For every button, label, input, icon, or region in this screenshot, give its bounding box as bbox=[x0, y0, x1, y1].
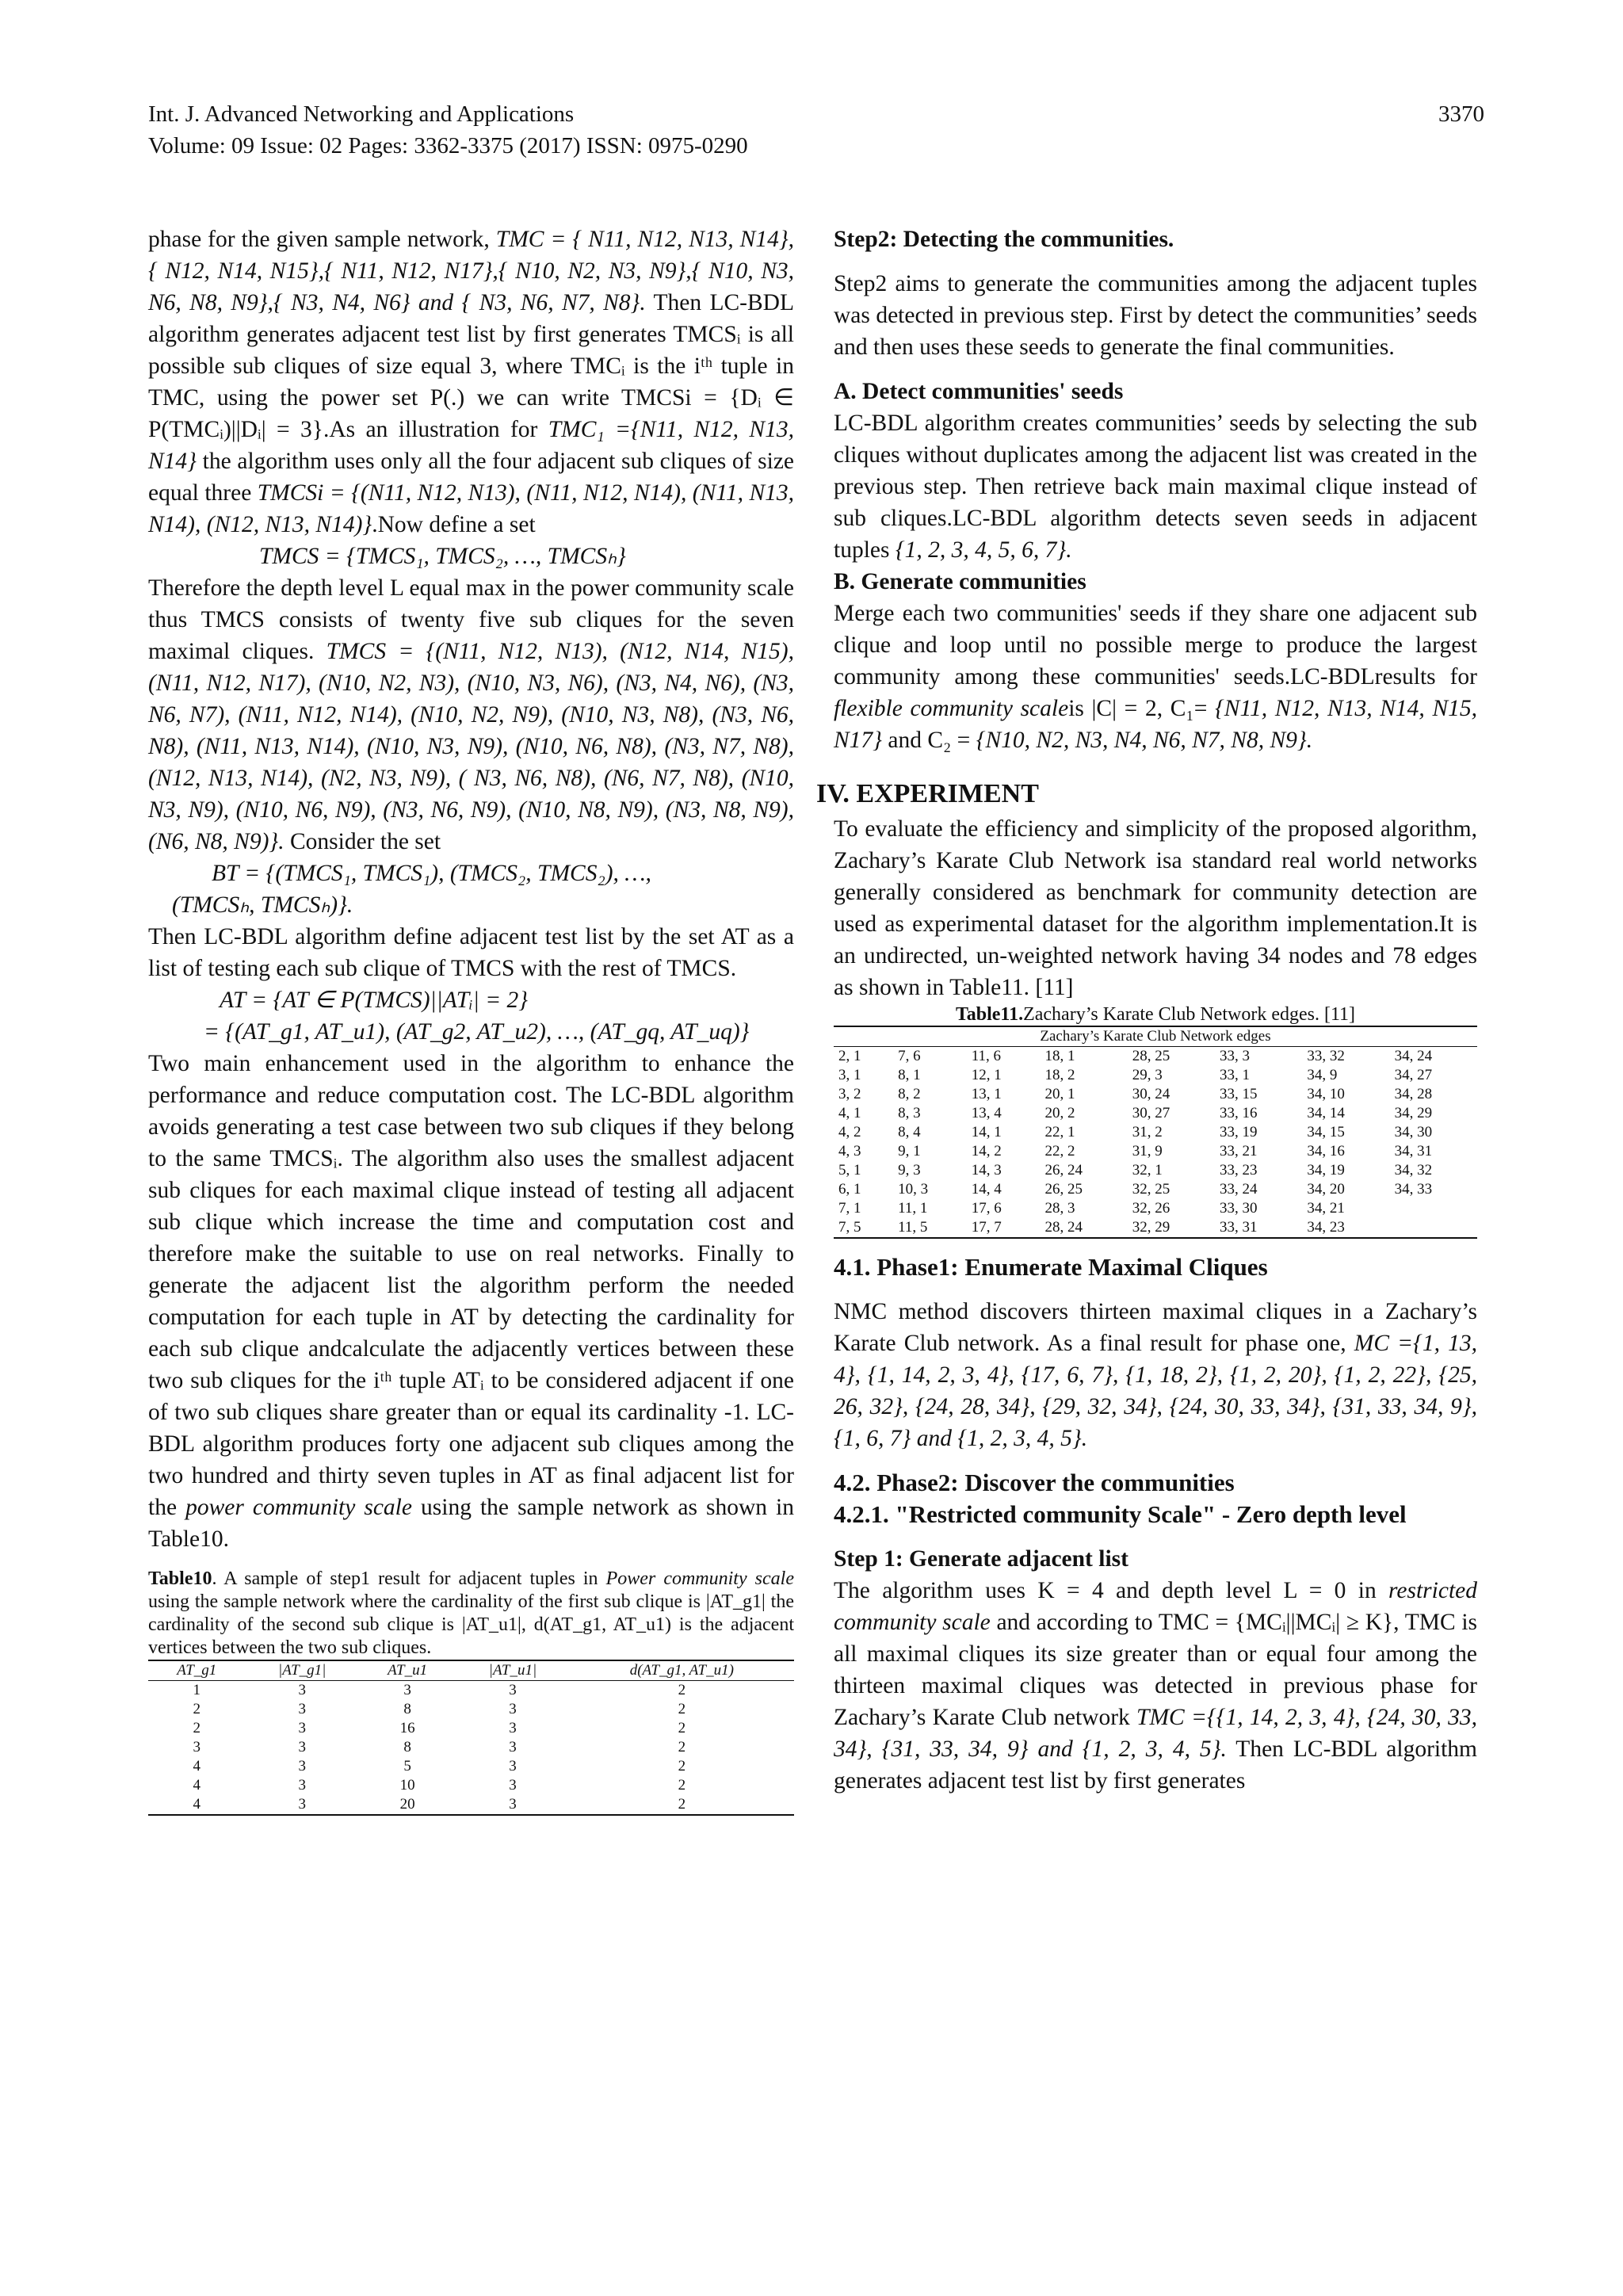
text-span: The algorithm uses K = 4 and depth level L = 0 in bbox=[834, 1578, 1389, 1603]
table-cell: 30, 24 bbox=[1132, 1086, 1170, 1102]
text-span: Power community scale bbox=[605, 1568, 794, 1589]
text-span: and according to TMC = {MCᵢ||MCᵢ| ≥ K}, TMC is all maximal cliques its size greater than or equal four among the thirteen maximal cliques was detected in previous phase for Zachary’s Karate Club network bbox=[834, 1610, 1477, 1730]
table-cell: 4 bbox=[193, 1758, 201, 1775]
table-cell: 34, 19 bbox=[1307, 1162, 1345, 1179]
table-cell: 34, 33 bbox=[1394, 1181, 1433, 1198]
table-row bbox=[148, 1700, 794, 1719]
table-row bbox=[834, 1123, 1477, 1142]
table-cell: 11, 6 bbox=[971, 1048, 1002, 1064]
table-cell: 28, 25 bbox=[1132, 1048, 1170, 1064]
mc-set: MC ={1, 13, 4}, {1, 14, 2, 3, 4}, {17, 6, 7}, {1, 18, 2}, {1, 2, 20}, {1, 2, 22}, {25, 26, 32}, {24, 28, 34}, {29, 32, 34}, {24, 30, 33, 34}, {31, 33, 34, 9}, {1, 6, 7} and {1, 2, 3, 4, 5}. bbox=[834, 1331, 1477, 1451]
subsection-a-heading: A. Detect communities' seeds bbox=[834, 379, 1124, 404]
table-cell: 2, 1 bbox=[838, 1048, 861, 1064]
table-row bbox=[834, 1218, 1477, 1238]
table-cell: 28, 24 bbox=[1044, 1219, 1083, 1236]
table-cell: 34, 15 bbox=[1307, 1124, 1345, 1140]
table-cell: 4 bbox=[193, 1777, 201, 1794]
tmc-set: TMC = { N11, N12, N13, N14},{ N12, N14, N15},{ N11, N12, N17},{ N10, N2, N3, N9},{ N10, N3, N6, N8, N9},{ N3, N4, N6} and { N3, N6, N7, N8}. bbox=[148, 227, 794, 315]
table-cell: 8, 4 bbox=[898, 1124, 921, 1140]
table-cell: 28, 3 bbox=[1044, 1200, 1075, 1217]
table-cell: 8, 1 bbox=[898, 1067, 921, 1083]
table-cell: 4 bbox=[193, 1796, 201, 1813]
tmc-karate-set: TMC ={{1, 14, 2, 3, 4}, {24, 30, 33, 34}, {31, 33, 34, 9} and {1, 2, 3, 4, 5}. bbox=[834, 1705, 1477, 1762]
table-cell: 14, 3 bbox=[971, 1162, 1002, 1179]
table-cell: 34, 14 bbox=[1307, 1105, 1345, 1121]
table-cell: 34, 27 bbox=[1394, 1067, 1433, 1083]
table-cell: 31, 2 bbox=[1132, 1124, 1163, 1140]
table-row bbox=[148, 1719, 794, 1738]
table-cell: 10 bbox=[399, 1777, 415, 1794]
table-row bbox=[834, 1199, 1477, 1218]
table-cell: 3 bbox=[298, 1739, 306, 1755]
table-cell: 17, 7 bbox=[971, 1219, 1002, 1236]
text-span: LC-BDL algorithm creates communities’ seeds by selecting the sub cliques without duplicates among the adjacent list was created in the previous step. Then retrieve back main maximal clique instead of sub cliques.LC-BDL algorithm detects seven seeds in adjacent tuples bbox=[834, 411, 1477, 563]
table-row bbox=[834, 1142, 1477, 1161]
table-row bbox=[834, 1066, 1477, 1085]
table-cell: 33, 32 bbox=[1307, 1048, 1345, 1064]
table-cell: 18, 2 bbox=[1044, 1067, 1075, 1083]
text-span: Therefore the depth level L equal max in the power community scale thus TMCS consists of twenty five sub cliques for the seven maximal cliques. bbox=[148, 575, 794, 664]
table-cell: 9, 1 bbox=[898, 1143, 921, 1159]
text-span: . A sample of step1 result for adjacent tuples in bbox=[212, 1568, 606, 1589]
table-cell: 34, 30 bbox=[1394, 1124, 1433, 1140]
table-cell: 3 bbox=[509, 1758, 517, 1775]
table-cell: 17, 6 bbox=[971, 1200, 1002, 1217]
table-cell: 7, 6 bbox=[898, 1048, 921, 1064]
table11-header: Zachary’s Karate Club Network edges bbox=[1040, 1028, 1271, 1045]
table-row bbox=[834, 1104, 1477, 1123]
table-cell bbox=[1390, 1199, 1477, 1218]
table-row bbox=[834, 1085, 1477, 1104]
table-cell: 32, 1 bbox=[1132, 1162, 1163, 1179]
table-cell: 3 bbox=[509, 1701, 517, 1717]
table-cell: 14, 1 bbox=[971, 1124, 1002, 1140]
experiment-paragraph: To evaluate the efficiency and simplicity of the proposed algorithm, Zachary’s Karate Club Network isa standard real world networks generally considered as benchmark for community detection are used as experimental dataset for the algorithm implementation.It is an undirected, un-weighted network having 34 nodes and 78 edges as shown in Table11. [11] bbox=[834, 816, 1477, 1000]
subsection-4-1-paragraph bbox=[834, 1296, 1477, 1454]
subsection-b-paragraph bbox=[834, 598, 1477, 756]
table-cell: 3 bbox=[509, 1720, 517, 1736]
table-cell bbox=[1390, 1218, 1477, 1238]
step1-heading: Step 1: Generate adjacent list bbox=[834, 1546, 1128, 1572]
table-cell: 34, 32 bbox=[1394, 1162, 1433, 1179]
paragraph-tmc bbox=[148, 223, 794, 541]
table-cell: 29, 3 bbox=[1132, 1067, 1163, 1083]
section-heading-experiment: IV. EXPERIMENT bbox=[816, 779, 1039, 808]
subsection-b-heading: B. Generate communities bbox=[834, 569, 1086, 594]
table10-label: Table10 bbox=[148, 1568, 212, 1589]
table-cell: 34, 16 bbox=[1307, 1143, 1345, 1159]
table-cell: 8, 2 bbox=[898, 1086, 921, 1102]
subsection-a-paragraph bbox=[834, 407, 1477, 566]
left-column bbox=[148, 223, 794, 1816]
table-cell: 16 bbox=[399, 1720, 415, 1736]
table-cell: 8 bbox=[403, 1701, 411, 1717]
text-span: NMC method discovers thirteen maximal cliques in a Zachary’s Karate Club network. As a final result for phase one, bbox=[834, 1299, 1477, 1356]
tmcs-list: TMCS = {(N11, N12, N13), (N12, N14, N15), (N11, N12, N17), (N10, N2, N3), (N10, N3, N6), (N3, N4, N6), (N3, N6, N7), (N11, N12, N14), (N10, N2, N9), (N10, N3, N8), (N3, N6, N8), (N11, N13, N14), (N10, N3, N9), (N10, N6, N8), (N3, N7, N8), (N12, N13, N14), (N2, N3, N9), ( N3, N6, N8), (N6, N7, N8), (N10, N3, N9), (N10, N6, N9), (N3, N6, N9), (N10, N8, N9), (N3, N8, N9), (N6, N8, N9)}. bbox=[148, 639, 794, 854]
text-span: flexible community scale bbox=[834, 696, 1069, 721]
table-row bbox=[148, 1795, 794, 1815]
table-cell: 33, 21 bbox=[1220, 1143, 1258, 1159]
paragraph-depth-level bbox=[148, 572, 794, 858]
table-cell: 34, 28 bbox=[1394, 1086, 1433, 1102]
table-cell: 3 bbox=[298, 1682, 306, 1698]
table-cell: 18, 1 bbox=[1044, 1048, 1075, 1064]
table-cell: 32, 25 bbox=[1132, 1181, 1170, 1198]
table10-caption bbox=[148, 1568, 794, 1660]
subsection-4-2-1-heading: 4.2.1. "Restricted community Scale" - Zero depth level bbox=[834, 1500, 1407, 1528]
table-cell: 3 bbox=[298, 1796, 306, 1813]
table-cell: 3 bbox=[298, 1758, 306, 1775]
table-cell: 2 bbox=[193, 1701, 201, 1717]
table-cell: 10, 3 bbox=[898, 1181, 929, 1198]
volume-info: Volume: 09 Issue: 02 Pages: 3362-3375 (2017) ISSN: 0975-0290 bbox=[148, 133, 748, 159]
table10-header: AT_g1 bbox=[177, 1662, 217, 1679]
table-row bbox=[148, 1776, 794, 1795]
table-cell: 2 bbox=[678, 1758, 686, 1775]
table-cell: 1 bbox=[193, 1682, 201, 1698]
table-cell: 4, 2 bbox=[838, 1124, 861, 1140]
table10-header: |AT_u1| bbox=[488, 1662, 537, 1679]
table-cell: 34, 31 bbox=[1394, 1143, 1433, 1159]
table-cell: 30, 27 bbox=[1132, 1105, 1170, 1121]
table-cell: 32, 29 bbox=[1132, 1219, 1170, 1236]
equation-bt-line2: (TMCSₕ, TMCSₕ)}. bbox=[172, 892, 353, 918]
table-cell: 3 bbox=[298, 1701, 306, 1717]
table-cell: 34, 9 bbox=[1307, 1067, 1338, 1083]
table-cell: 3 bbox=[298, 1720, 306, 1736]
table-row bbox=[148, 1738, 794, 1757]
step2-paragraph: Step2 aims to generate the communities among the adjacent tuples was detected in previous step. First by detect the communities’ seeds and then uses these seeds to generate the final communities. bbox=[834, 271, 1477, 360]
table-cell: 11, 1 bbox=[898, 1200, 928, 1217]
table-cell: 34, 20 bbox=[1307, 1181, 1345, 1198]
table11-caption bbox=[834, 1003, 1477, 1026]
equation-at-line1: AT = {AT ∈ P(TMCS)||ATᵢ| = 2} bbox=[220, 988, 529, 1013]
table-cell: 5 bbox=[403, 1758, 411, 1775]
table11-header-row bbox=[834, 1026, 1477, 1047]
page-number: 3370 bbox=[1438, 101, 1484, 127]
table-cell: 3, 1 bbox=[838, 1067, 861, 1083]
subsection-4-1-heading: 4.1. Phase1: Enumerate Maximal Cliques bbox=[834, 1253, 1268, 1281]
table10-header-row bbox=[148, 1660, 794, 1681]
table-cell: 34, 29 bbox=[1394, 1105, 1433, 1121]
paragraph-enhancement bbox=[148, 1048, 794, 1555]
community-c1: {N11, N12, N13, N14, N15, N17} bbox=[834, 696, 1477, 753]
table-cell: 3 bbox=[509, 1739, 517, 1755]
table-cell: 33, 31 bbox=[1220, 1219, 1258, 1236]
table-cell: 2 bbox=[678, 1682, 686, 1698]
table-cell: 3 bbox=[193, 1739, 201, 1755]
table-cell: 33, 30 bbox=[1220, 1200, 1258, 1217]
table-cell: 8 bbox=[403, 1739, 411, 1755]
table-cell: 33, 16 bbox=[1220, 1105, 1258, 1121]
table-cell: 2 bbox=[678, 1701, 686, 1717]
table10 bbox=[148, 1660, 794, 1816]
table-cell: 33, 15 bbox=[1220, 1086, 1258, 1102]
text-span: Consider the set bbox=[284, 829, 441, 854]
text-span: restricted community scale bbox=[834, 1578, 1477, 1635]
table-cell: 6, 1 bbox=[838, 1181, 861, 1198]
text-span: using the sample network as shown in Table10. bbox=[148, 1495, 795, 1552]
text-span: using the sample network where the cardinality of the first sub clique is |AT_g1| the cardinality of the second sub clique is |AT_u1|, d(AT_g1, AT_u1) is the adjacent vertices between the two sub cliques. bbox=[148, 1591, 794, 1658]
table-cell: 32, 26 bbox=[1132, 1200, 1170, 1217]
table-cell: 34, 21 bbox=[1307, 1200, 1345, 1217]
table-cell: 9, 3 bbox=[898, 1162, 921, 1179]
tmc1-set: TMC₁ ={N11, N12, N13, N14} bbox=[148, 417, 794, 474]
table-cell: 33, 23 bbox=[1220, 1162, 1258, 1179]
table-cell: 22, 1 bbox=[1044, 1124, 1075, 1140]
power-community-scale: power community scale bbox=[185, 1495, 412, 1520]
text-span: .Now define a set bbox=[372, 512, 536, 537]
table-cell: 20, 1 bbox=[1044, 1086, 1075, 1102]
table-cell: 26, 25 bbox=[1044, 1181, 1083, 1198]
right-column bbox=[816, 223, 1477, 1797]
text-span: Merge each two communities' seeds if they share one adjacent sub clique and loop until no possible merge to produce the largest community among these communities' seeds.LC-BDLresults for bbox=[834, 601, 1477, 690]
equation-bt-line1: BT = {(TMCS₁, TMCS₁), (TMCS₂, TMCS₂), …, bbox=[212, 861, 651, 886]
subsection-4-2-heading: 4.2. Phase2: Discover the communities bbox=[834, 1469, 1235, 1496]
table-cell: 31, 9 bbox=[1132, 1143, 1163, 1159]
table-cell: 33, 24 bbox=[1220, 1181, 1258, 1198]
table-cell: 33, 19 bbox=[1220, 1124, 1258, 1140]
table-cell: 2 bbox=[678, 1796, 686, 1813]
step1-paragraph bbox=[834, 1575, 1477, 1797]
table11-label: Table11. bbox=[955, 1004, 1024, 1025]
table-cell: 2 bbox=[678, 1739, 686, 1755]
table-cell: 14, 4 bbox=[971, 1181, 1002, 1198]
table-cell: 12, 1 bbox=[971, 1067, 1002, 1083]
table-row bbox=[834, 1180, 1477, 1199]
table-cell: 20, 2 bbox=[1044, 1105, 1075, 1121]
table10-header: d(AT_g1, AT_u1) bbox=[629, 1662, 734, 1679]
table-row bbox=[148, 1681, 794, 1701]
table-cell: 2 bbox=[678, 1777, 686, 1794]
table-cell: 13, 1 bbox=[971, 1086, 1002, 1102]
table10-header: |AT_g1| bbox=[277, 1662, 327, 1679]
table-cell: 3, 2 bbox=[838, 1086, 861, 1102]
table-cell: 7, 1 bbox=[838, 1200, 861, 1217]
table-cell: 5, 1 bbox=[838, 1162, 861, 1179]
step2-heading: Step2: Detecting the communities. bbox=[834, 227, 1174, 252]
table-row bbox=[148, 1757, 794, 1776]
table-cell: 3 bbox=[509, 1796, 517, 1813]
journal-name: Int. J. Advanced Networking and Applications bbox=[148, 101, 575, 127]
table-cell: 2 bbox=[193, 1720, 201, 1736]
table-cell: 34, 24 bbox=[1394, 1048, 1433, 1064]
text-span: Then LC-BDL algorithm generates adjacent test list by first generates TMCSᵢ is all possible sub cliques of size equal 3, where TMCᵢ is the iᵗʰ tuple in TMC, using the power set P(.) we can write TMCSi = {Dᵢ ∈ P(TMCᵢ)||Dᵢ| = 3}.As an illustration for bbox=[148, 290, 794, 442]
table-cell: 8, 3 bbox=[898, 1105, 921, 1121]
tmcsi-set: TMCSi = {(N11, N12, N13), (N11, N12, N14), (N11, N13, N14), (N12, N13, N14)} bbox=[148, 480, 794, 537]
table-row bbox=[834, 1161, 1477, 1180]
table-cell: 3 bbox=[509, 1777, 517, 1794]
text-span: phase for the given sample network, bbox=[148, 227, 496, 252]
community-c2: {N10, N2, N3, N4, N6, N7, N8, N9}. bbox=[976, 728, 1313, 753]
table10-header: AT_u1 bbox=[388, 1662, 428, 1679]
text-span: the algorithm uses only all the four adjacent sub cliques of size equal three bbox=[148, 449, 794, 506]
table-cell: 33, 1 bbox=[1220, 1067, 1251, 1083]
table-cell: 13, 4 bbox=[971, 1105, 1002, 1121]
table-cell: 34, 10 bbox=[1307, 1086, 1345, 1102]
table-cell: 7, 5 bbox=[838, 1219, 861, 1236]
table-cell: 34, 23 bbox=[1307, 1219, 1345, 1236]
table-cell: 4, 3 bbox=[838, 1143, 861, 1159]
running-header bbox=[148, 98, 748, 162]
table-cell: 11, 5 bbox=[898, 1219, 928, 1236]
table-cell: 3 bbox=[298, 1777, 306, 1794]
table11 bbox=[834, 1026, 1477, 1239]
table-cell: 20 bbox=[399, 1796, 415, 1813]
paragraph-at-definition: Then LC-BDL algorithm define adjacent test list by the set AT as a list of testing each sub clique of TMCS with the rest of TMCS. bbox=[148, 924, 794, 981]
table-cell: 3 bbox=[403, 1682, 411, 1698]
table-row bbox=[834, 1047, 1477, 1067]
text-span: and C₂ = bbox=[881, 728, 976, 753]
table-cell: 26, 24 bbox=[1044, 1162, 1083, 1179]
table-cell: 4, 1 bbox=[838, 1105, 861, 1121]
table-cell: 14, 2 bbox=[971, 1143, 1002, 1159]
equation-at-line2: = {(AT_g1, AT_u1), (AT_g2, AT_u2), …, (AT_gq, AT_uq)} bbox=[204, 1019, 750, 1045]
equation-tmcs: TMCS = {TMCS₁, TMCS₂, …, TMCSₕ} bbox=[259, 544, 626, 569]
seeds-set: {1, 2, 3, 4, 5, 6, 7}. bbox=[895, 537, 1072, 563]
text-span: Two main enhancement used in the algorithm to enhance the performance and reduce computation cost. The LC-BDL algorithm avoids generating a test case between two sub cliques if they belong to the same TMCSᵢ. The algorithm also uses the smallest adjacent sub cliques for each maximal clique instead of testing all adjacent sub clique which increase the time and computation cost and therefore make the suitable to use on real networks. Finally to generate the adjacent list the algorithm perform the needed computation for each tuple in AT by detecting the cardinality for each sub clique andcalculate the adjacently vertices between these two sub cliques for the iᵗʰ tuple ATᵢ to be considered adjacent if one of two sub cliques share greater than or equal its cardinality -1. LC-BDL algorithm produces forty one adjacent sub cliques among the two hundred and thirty seven tuples in AT as final adjacent list for the bbox=[148, 1051, 794, 1520]
table-cell: 33, 3 bbox=[1220, 1048, 1251, 1064]
text-span: is |C| = 2, C₁= bbox=[1068, 696, 1215, 721]
table-cell: 3 bbox=[509, 1682, 517, 1698]
table-cell: 22, 2 bbox=[1044, 1143, 1075, 1159]
table-cell: 2 bbox=[678, 1720, 686, 1736]
text-span: Zachary’s Karate Club Network edges. [11] bbox=[1023, 1004, 1356, 1025]
text-span: Then LC-BDL algorithm generates adjacent test list by first generates bbox=[834, 1736, 1477, 1794]
